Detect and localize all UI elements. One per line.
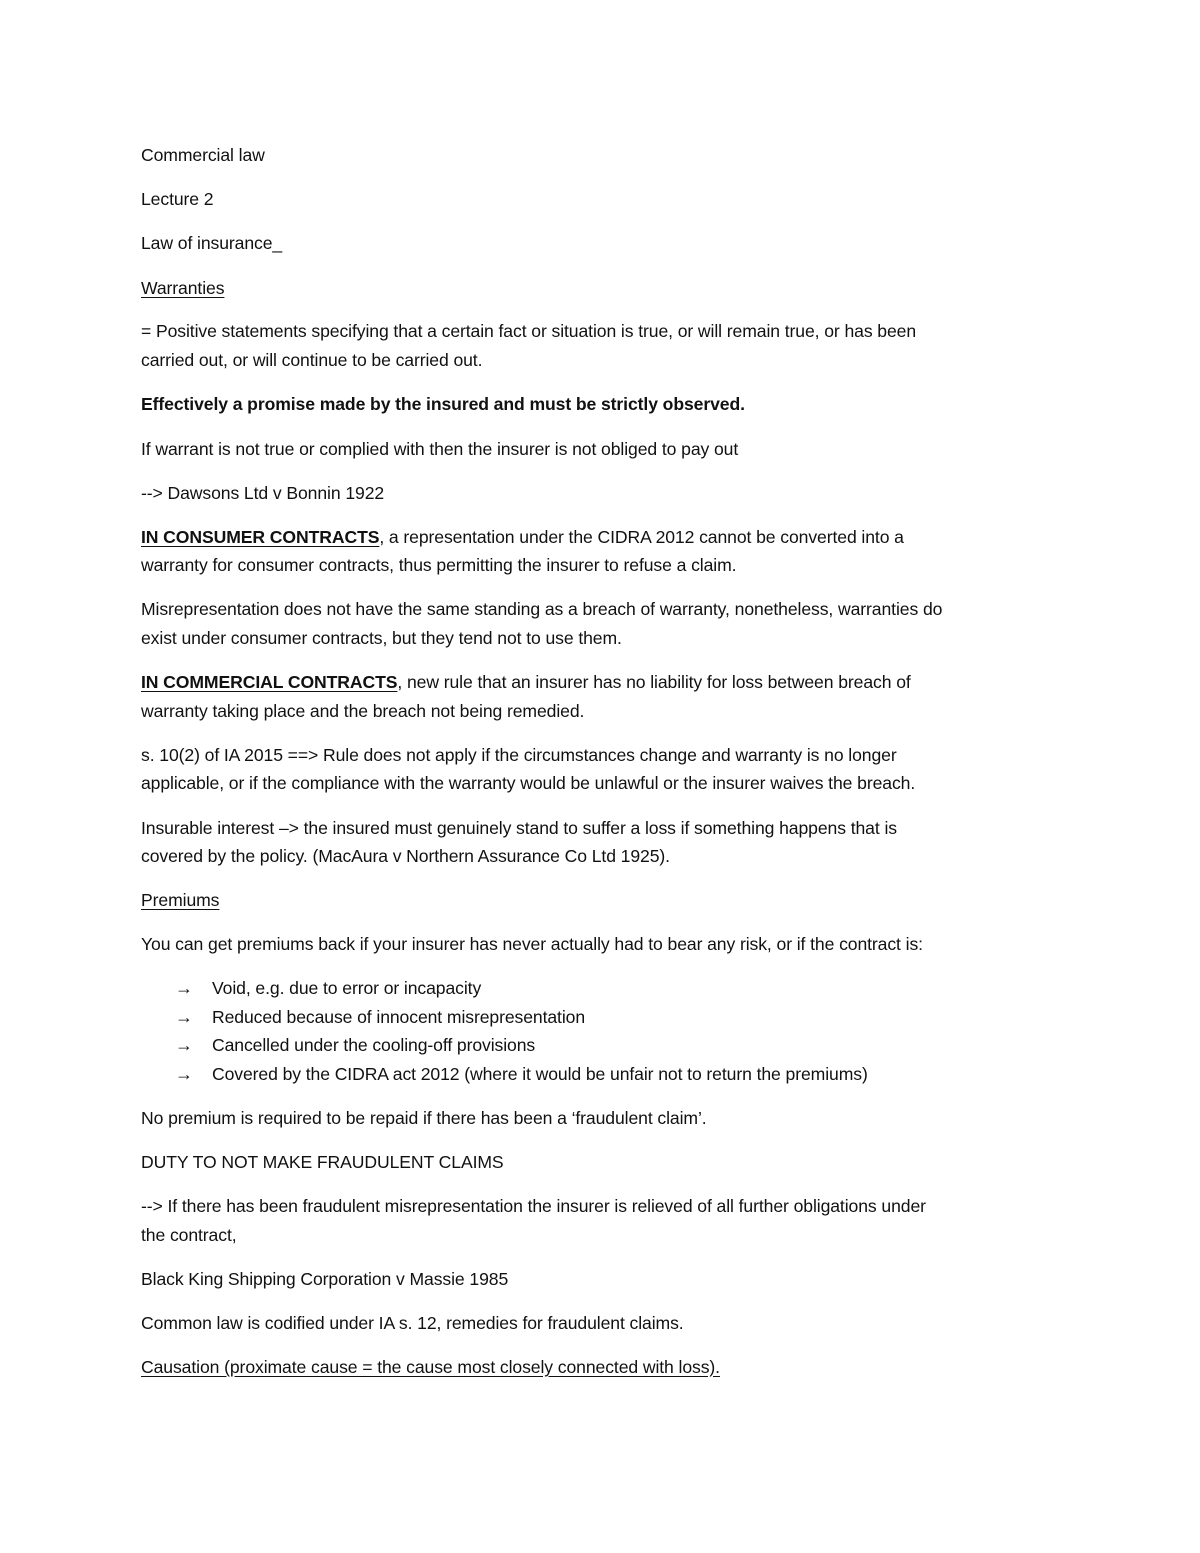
commercial-line-1-text: , new rule that an insurer has no liability for loss between breach of [397, 672, 911, 692]
list-item-text: Reduced because of innocent misrepresentation [212, 1007, 586, 1027]
promise-statement: Effectively a promise made by the insured and must be strictly observed. [141, 394, 745, 414]
misrepresentation-line-2: exist under consumer contracts, but they tend not to use them. [141, 628, 622, 648]
misrepresentation-line-1: Misrepresentation does not have the same standing as a breach of warranty, nonetheless, warranties do [141, 599, 943, 619]
consumer-line-1-text: , a representation under the CIDRA 2012 cannot be converted into a [379, 527, 904, 547]
causation-heading: Causation (proximate cause = the cause most closely connected with loss). [141, 1357, 720, 1377]
section-10-line-1: s. 10(2) of IA 2015 ==> Rule does not apply if the circumstances change and warranty is no longer [141, 745, 897, 765]
fraud-line-1: --> If there has been fraudulent misrepresentation the insurer is relieved of all further obligations under [141, 1196, 926, 1216]
warrant-breach-text: If warrant is not true or complied with then the insurer is not obliged to pay out [141, 439, 739, 459]
commercial-contracts-heading: IN COMMERCIAL CONTRACTS [141, 672, 398, 692]
case-black-king: Black King Shipping Corporation v Massie 1985 [141, 1269, 509, 1289]
no-premium-text: No premium is required to be repaid if there has been a ‘fraudulent claim’. [141, 1108, 707, 1128]
document-title: Commercial law [141, 145, 265, 165]
fraud-line-2: the contract, [141, 1225, 237, 1245]
list-item-text: Void, e.g. due to error or incapacity [212, 978, 482, 998]
warranty-definition-line-1: = Positive statements specifying that a certain fact or situation is true, or will remain true, or has been [141, 321, 917, 341]
list-item-text: Cancelled under the cooling-off provisions [212, 1035, 536, 1055]
insurable-interest-line-1: Insurable interest –> the insured must genuinely stand to suffer a loss if something happens that is [141, 818, 897, 838]
arrow-icon: → [175, 1064, 193, 1084]
topic-label: Law of insurance_ [141, 233, 283, 253]
codified-text: Common law is codified under IA s. 12, remedies for fraudulent claims. [141, 1313, 684, 1333]
premiums-intro: You can get premiums back if your insurer has never actually had to bear any risk, or if the contract is: [141, 934, 923, 954]
commercial-paragraph-line-1 [141, 674, 911, 692]
consumer-paragraph-line-2: warranty for consumer contracts, thus permitting the insurer to refuse a claim. [141, 555, 737, 575]
section-10-line-2: applicable, or if the compliance with the warranty would be unlawful or the insurer waives the breach. [141, 773, 916, 793]
arrow-icon: → [175, 978, 193, 998]
arrow-icon: → [175, 1007, 193, 1027]
consumer-paragraph-line-1 [141, 529, 904, 547]
warranties-heading: Warranties [141, 278, 225, 298]
arrow-icon: → [175, 1035, 193, 1055]
warranty-definition-line-2: carried out, or will continue to be carried out. [141, 350, 483, 370]
commercial-paragraph-line-2: warranty taking place and the breach not being remedied. [141, 701, 585, 721]
duty-heading: DUTY TO NOT MAKE FRAUDULENT CLAIMS [141, 1152, 504, 1172]
case-dawsons: --> Dawsons Ltd v Bonnin 1922 [141, 483, 385, 503]
premiums-heading: Premiums [141, 890, 220, 910]
insurable-interest-line-2: covered by the policy. (MacAura v Northern Assurance Co Ltd 1925). [141, 846, 670, 866]
consumer-contracts-heading: IN CONSUMER CONTRACTS [141, 527, 380, 547]
lecture-label: Lecture 2 [141, 189, 214, 209]
list-item-text: Covered by the CIDRA act 2012 (where it would be unfair not to return the premiums) [212, 1064, 868, 1084]
